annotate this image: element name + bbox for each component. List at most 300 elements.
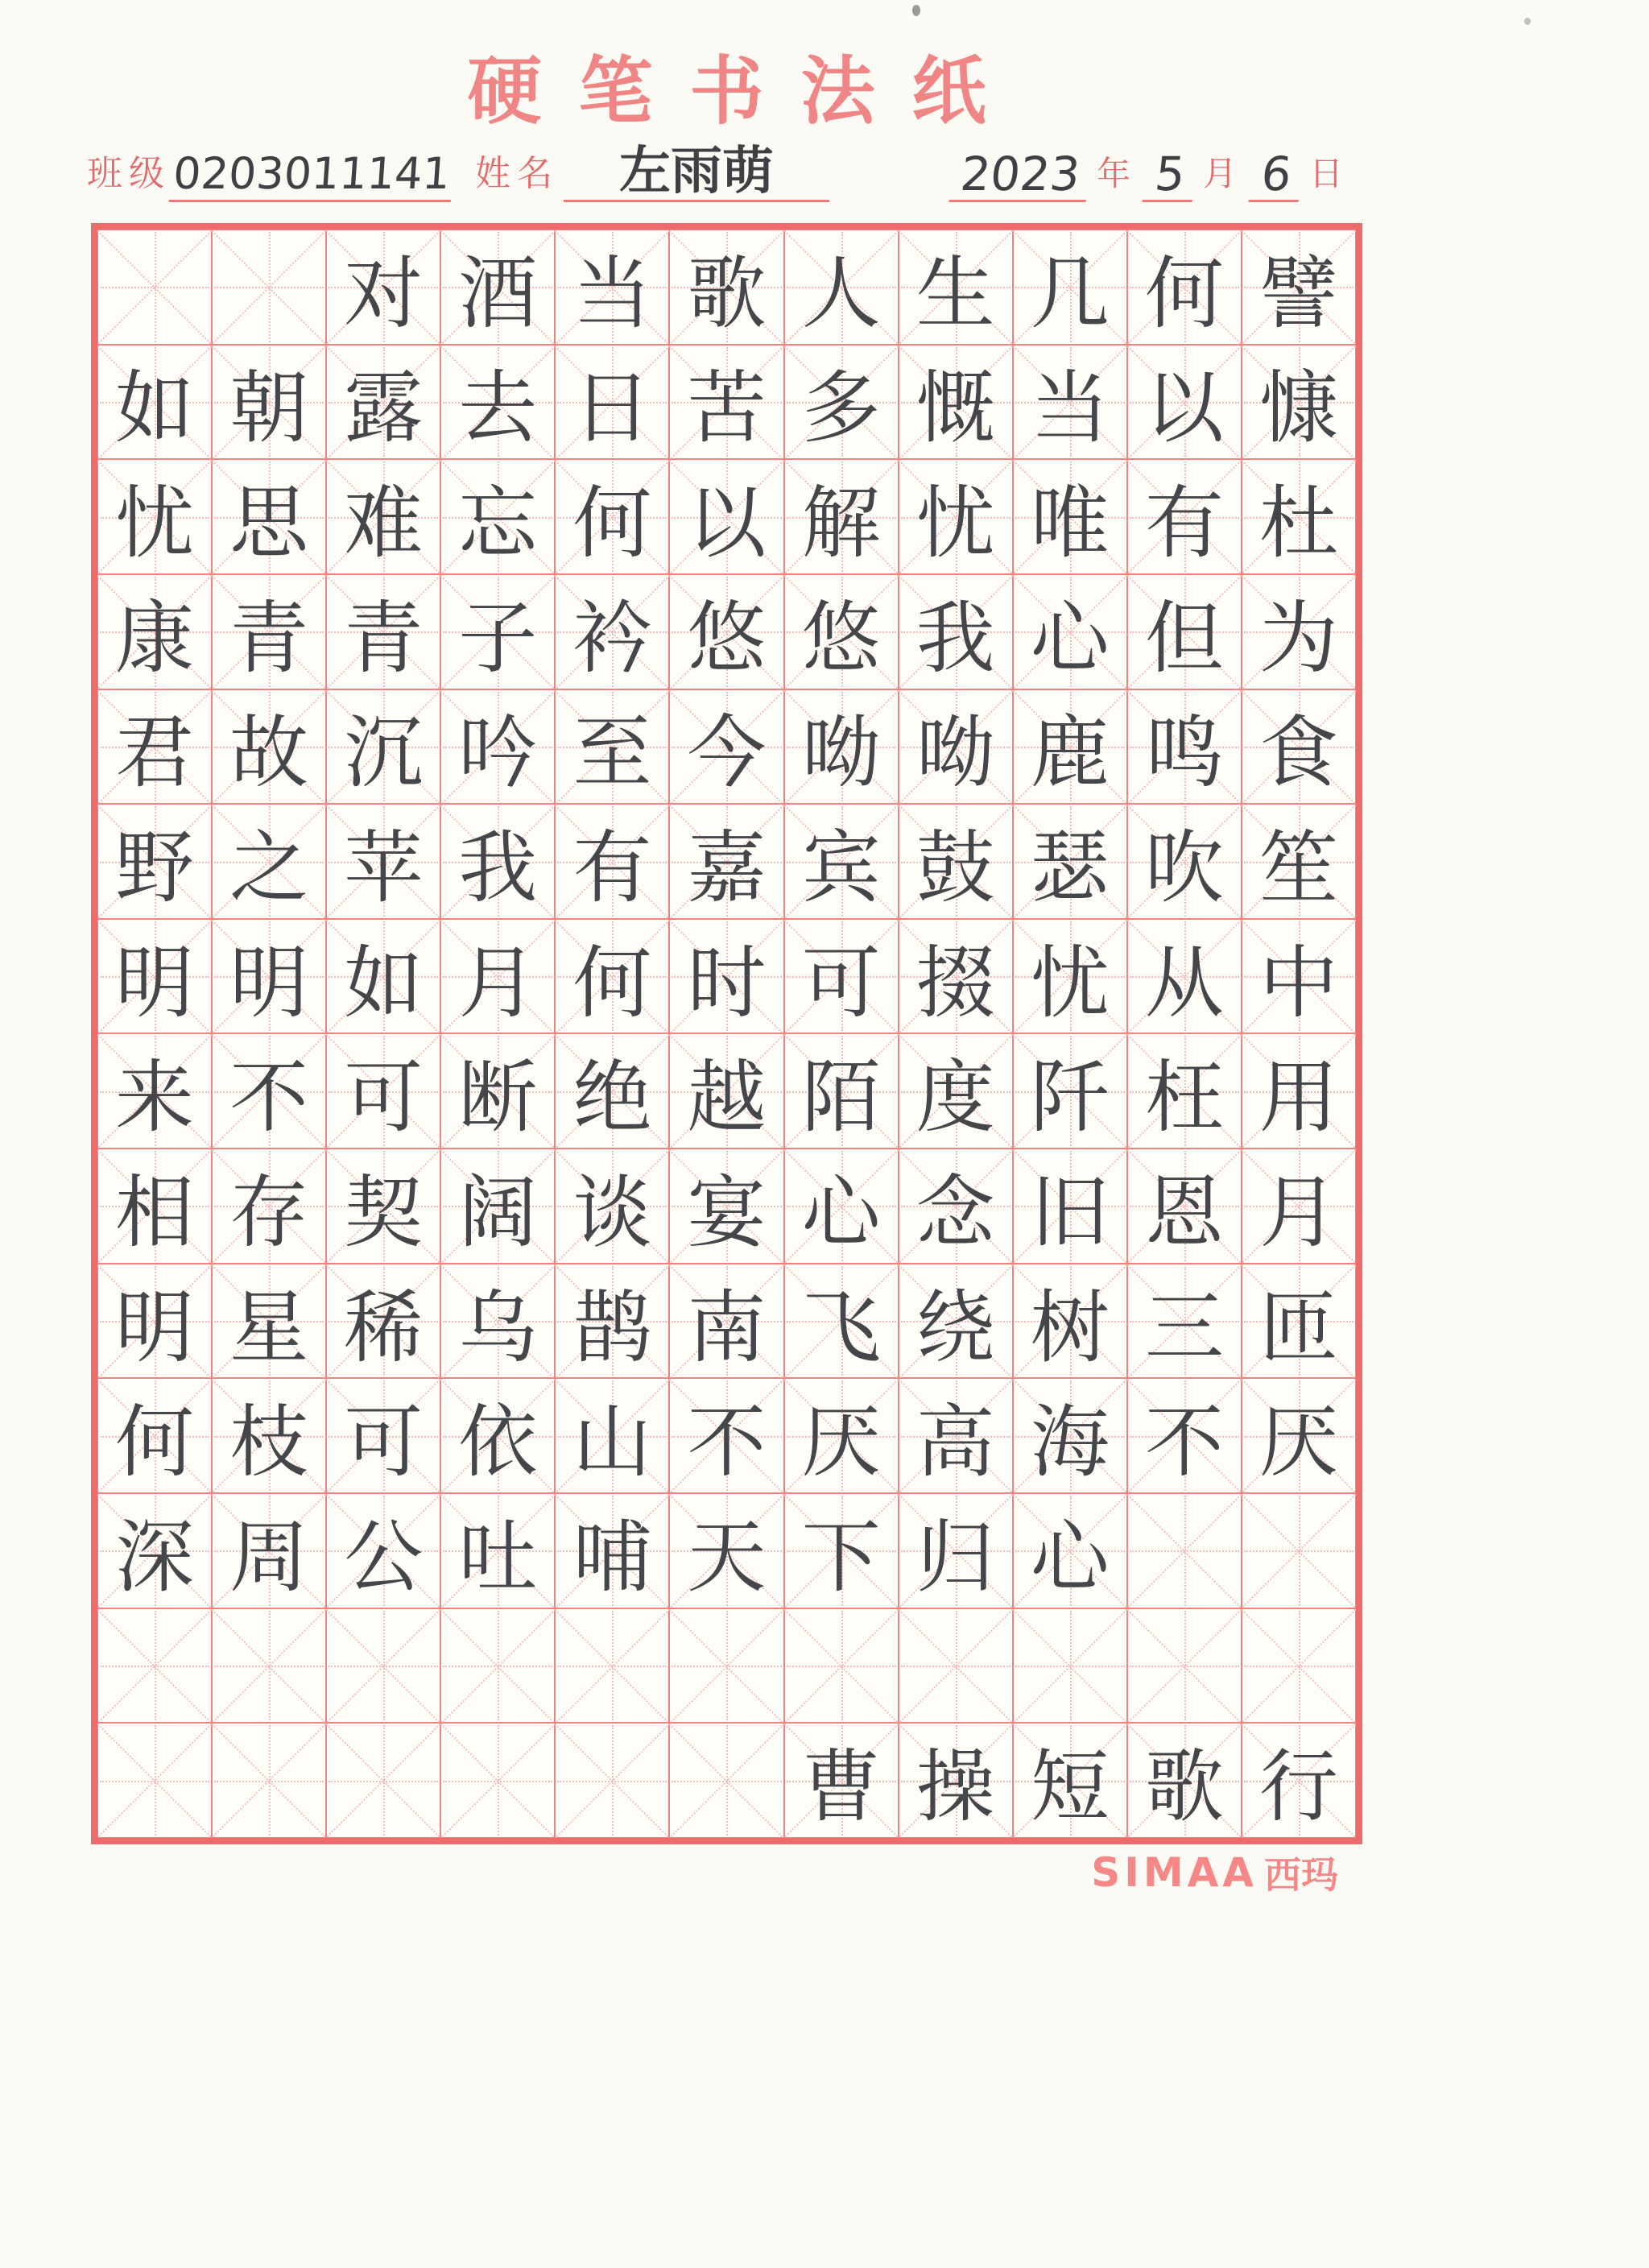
- handwritten-character: 日: [572, 362, 652, 455]
- guide-diagonal-line: [213, 1724, 327, 1837]
- page-title: 硬笔书法纸: [467, 48, 1023, 135]
- guide-vertical-line: [1184, 1611, 1186, 1721]
- grid-cell: [97, 689, 212, 805]
- handwritten-character: 嘉: [687, 822, 767, 915]
- handwritten-character: 多: [801, 362, 881, 455]
- grid-cell: [1242, 1608, 1356, 1724]
- grid-cell: [1127, 1378, 1242, 1493]
- grid-cell: [899, 1608, 1013, 1724]
- grid-cell: [326, 345, 440, 460]
- guide-diagonal-line: [1242, 1494, 1357, 1608]
- grid-cell: [212, 1378, 326, 1493]
- handwritten-character: 依: [458, 1397, 538, 1489]
- grid-cell: [212, 1033, 326, 1148]
- handwritten-character: 树: [1030, 1281, 1110, 1374]
- guide-vertical-line: [155, 1725, 156, 1836]
- grid-cell: [1242, 345, 1356, 460]
- grid-cell: [899, 1493, 1013, 1608]
- guide-vertical-line: [841, 1611, 843, 1721]
- handwritten-character: 绝: [572, 1052, 652, 1144]
- guide-horizontal-line: [901, 1666, 1010, 1667]
- handwritten-character: 呦: [915, 707, 995, 800]
- handwritten-character: 食: [1258, 707, 1338, 800]
- handwritten-character: 星: [229, 1281, 309, 1374]
- grid-cell: [1013, 1148, 1127, 1264]
- handwritten-character: 明: [229, 937, 309, 1029]
- grid-cell: [97, 1723, 212, 1838]
- guide-horizontal-line: [557, 1781, 667, 1782]
- grid-cell: [212, 1723, 326, 1838]
- guide-vertical-line: [956, 1611, 957, 1721]
- grid-cell: [1127, 459, 1242, 574]
- date-year-value: 2023: [948, 148, 1091, 202]
- grid-cell: [326, 574, 440, 689]
- grid-cell: [555, 1493, 669, 1608]
- handwritten-character: 厌: [801, 1397, 881, 1489]
- guide-diagonal-line: [327, 1724, 441, 1837]
- handwritten-character: 笙: [1258, 822, 1338, 915]
- handwritten-character: 子: [458, 592, 538, 685]
- handwritten-character: 绕: [915, 1281, 995, 1374]
- grid-cell: [1127, 1033, 1242, 1148]
- grid-cell: [555, 1378, 669, 1493]
- grid-cell: [1127, 1608, 1242, 1724]
- grid-cell: [212, 689, 326, 805]
- handwritten-character: 忧: [115, 478, 195, 570]
- handwritten-character: 康: [115, 592, 195, 685]
- guide-horizontal-line: [1130, 1550, 1239, 1552]
- grid-cell: [212, 1264, 326, 1379]
- grid-cell: [555, 1723, 669, 1838]
- grid-cell: [899, 1148, 1013, 1264]
- handwritten-character: 何: [115, 1397, 195, 1489]
- guide-diagonal-line: [670, 1609, 784, 1723]
- grid-cell: [1013, 919, 1127, 1034]
- grid-cell: [97, 1148, 212, 1264]
- grid-cell: [1013, 1264, 1127, 1379]
- guide-diagonal-line: [785, 1609, 899, 1723]
- grid-cell: [899, 1033, 1013, 1148]
- grid-cell: [1127, 574, 1242, 689]
- grid-cell: [669, 1264, 783, 1379]
- handwritten-character: 青: [229, 592, 309, 685]
- grid-cell: [326, 689, 440, 805]
- grid-cell: [440, 574, 555, 689]
- grid-cell: [212, 919, 326, 1034]
- grid-cell: [1242, 1378, 1356, 1493]
- guide-vertical-line: [1299, 1496, 1300, 1606]
- handwritten-character: 周: [229, 1511, 309, 1604]
- handwritten-character: 可: [344, 1397, 424, 1489]
- grid-cell: [555, 1148, 669, 1264]
- handwritten-character: 契: [344, 1166, 424, 1259]
- date-year-label: 年: [1096, 154, 1137, 193]
- handwritten-character: 对: [344, 247, 424, 340]
- grid-cell: [784, 1148, 899, 1264]
- grid-cell: [97, 230, 212, 345]
- header-row: [87, 143, 1362, 202]
- grid-cell: [212, 1608, 326, 1724]
- handwritten-character: 鸣: [1144, 707, 1224, 800]
- grid-cell: [1013, 345, 1127, 460]
- grid-cell: [784, 1608, 899, 1724]
- grid-cell: [555, 689, 669, 805]
- grid-cell: [1127, 1723, 1242, 1838]
- handwritten-character: 度: [915, 1052, 995, 1144]
- grid-cell: [1242, 804, 1356, 919]
- handwritten-character: 飞: [801, 1281, 881, 1374]
- handwritten-character: 故: [229, 707, 309, 800]
- guide-vertical-line: [269, 1725, 271, 1836]
- grid-cell: [326, 1493, 440, 1608]
- guide-diagonal-line: [98, 1609, 213, 1723]
- guide-diagonal-line: [555, 1724, 669, 1837]
- guide-diagonal-line: [1241, 1494, 1355, 1608]
- grid-cell: [555, 804, 669, 919]
- grid-cell: [212, 345, 326, 460]
- grid-cell: [1242, 1493, 1356, 1608]
- grid-cell: [1013, 1378, 1127, 1493]
- grid-cell: [326, 230, 440, 345]
- handwritten-character: 心: [801, 1166, 881, 1259]
- grid-cell: [784, 804, 899, 919]
- handwritten-character: 下: [801, 1511, 881, 1604]
- handwritten-character: 今: [687, 707, 767, 800]
- handwritten-character: 忧: [1030, 937, 1110, 1029]
- grid-cell: [899, 230, 1013, 345]
- handwritten-character: 中: [1258, 937, 1338, 1029]
- grid-cell: [97, 1493, 212, 1608]
- brand-simaa-text: SIMAA: [1091, 1849, 1258, 1896]
- guide-diagonal-line: [1242, 1609, 1357, 1723]
- grid-cell: [97, 1264, 212, 1379]
- grid-cell: [784, 459, 899, 574]
- handwritten-character: 不: [687, 1397, 767, 1489]
- guide-diagonal-line: [212, 230, 326, 344]
- guide-diagonal-line: [212, 1724, 326, 1837]
- handwritten-character: 心: [1030, 1511, 1110, 1604]
- handwritten-character: 深: [115, 1511, 195, 1604]
- grid-cell: [784, 1378, 899, 1493]
- handwritten-character: 为: [1258, 592, 1338, 685]
- guide-vertical-line: [269, 1611, 271, 1721]
- handwritten-character: 露: [344, 362, 424, 455]
- handwritten-character: 枝: [229, 1397, 309, 1489]
- grid-cell: [1127, 804, 1242, 919]
- handwritten-character: 掇: [915, 937, 995, 1029]
- grid-cell: [669, 459, 783, 574]
- guide-diagonal-line: [326, 1724, 440, 1837]
- handwritten-character: 恩: [1144, 1166, 1224, 1259]
- handwritten-character: 慨: [915, 362, 995, 455]
- handwritten-character: 吐: [458, 1511, 538, 1604]
- grid-cell: [97, 459, 212, 574]
- date-day-label: 日: [1308, 154, 1349, 193]
- grid-cell: [1127, 919, 1242, 1034]
- handwritten-character: 越: [687, 1052, 767, 1144]
- grid-cell: [97, 1608, 212, 1724]
- handwritten-character: 明: [115, 1281, 195, 1374]
- handwritten-character: 有: [1144, 478, 1224, 570]
- handwritten-character: 谈: [572, 1166, 652, 1259]
- grid-cell: [326, 804, 440, 919]
- handwritten-character: 思: [229, 478, 309, 570]
- grid-cell: [784, 574, 899, 689]
- grid-cell: [555, 345, 669, 460]
- grid-cell: [784, 1033, 899, 1148]
- grid-cell: [440, 1723, 555, 1838]
- guide-horizontal-line: [672, 1781, 781, 1782]
- grid-cell: [1013, 459, 1127, 574]
- grid-cell: [97, 1033, 212, 1148]
- grid-cell: [784, 345, 899, 460]
- handwritten-character: 用: [1258, 1052, 1338, 1144]
- handwritten-character: 哺: [572, 1511, 652, 1604]
- grid-cell: [326, 1378, 440, 1493]
- handwritten-character: 断: [458, 1052, 538, 1144]
- grid-cell: [1127, 1264, 1242, 1379]
- handwritten-character: 不: [229, 1052, 309, 1144]
- guide-diagonal-line: [1241, 1609, 1355, 1723]
- guide-vertical-line: [612, 1725, 614, 1836]
- handwritten-character: 厌: [1258, 1397, 1338, 1489]
- handwritten-character: 鹿: [1030, 707, 1110, 800]
- guide-diagonal-line: [212, 1609, 326, 1723]
- handwritten-character: 鹊: [572, 1281, 652, 1374]
- guide-horizontal-line: [557, 1666, 667, 1667]
- grid-cell: [1127, 1493, 1242, 1608]
- handwritten-character: 我: [915, 592, 995, 685]
- handwritten-character: 以: [687, 478, 767, 570]
- guide-horizontal-line: [214, 287, 324, 288]
- handwritten-character: 如: [115, 362, 195, 455]
- grid-cell: [97, 574, 212, 689]
- handwritten-character: 可: [801, 937, 881, 1029]
- handwritten-character: 来: [115, 1052, 195, 1144]
- grid-cell: [326, 1148, 440, 1264]
- handwritten-character: 呦: [801, 707, 881, 800]
- handwritten-character: 之: [229, 822, 309, 915]
- guide-diagonal-line: [97, 1724, 212, 1837]
- grid-cell: [784, 230, 899, 345]
- grid-cell: [1242, 1148, 1356, 1264]
- grid-cell: [440, 1033, 555, 1148]
- handwritten-character: 可: [344, 1052, 424, 1144]
- grid-cell: [440, 1378, 555, 1493]
- grid-cell: [1013, 574, 1127, 689]
- handwritten-character: 忘: [458, 478, 538, 570]
- scan-speck: [1524, 18, 1531, 25]
- handwritten-character: 匝: [1258, 1281, 1338, 1374]
- date-month-label: 月: [1202, 154, 1243, 193]
- handwritten-character: 几: [1030, 247, 1110, 340]
- guide-diagonal-line: [98, 230, 213, 344]
- handwritten-character: 行: [1258, 1741, 1338, 1834]
- guide-diagonal-line: [783, 1609, 898, 1723]
- handwritten-character: 如: [344, 937, 424, 1029]
- handwritten-character: 操: [915, 1741, 995, 1834]
- handwritten-character: 三: [1144, 1281, 1224, 1374]
- handwritten-character: 苦: [687, 362, 767, 455]
- handwritten-character: 唯: [1030, 478, 1110, 570]
- handwritten-character: 心: [1030, 592, 1110, 685]
- grid-cell: [440, 1148, 555, 1264]
- grid-cell: [212, 1148, 326, 1264]
- guide-vertical-line: [269, 232, 271, 342]
- grid-cell: [1242, 230, 1356, 345]
- handwritten-character: 陌: [801, 1052, 881, 1144]
- guide-horizontal-line: [329, 1781, 438, 1782]
- brand-xima-text: 西玛: [1264, 1853, 1338, 1897]
- grid-cell: [326, 1264, 440, 1379]
- guide-diagonal-line: [98, 1724, 213, 1837]
- handwritten-character: 乌: [458, 1281, 538, 1374]
- grid-cell: [555, 574, 669, 689]
- grid-cell: [669, 1378, 783, 1493]
- handwritten-character: 从: [1144, 937, 1224, 1029]
- handwritten-character: 酒: [458, 247, 538, 340]
- handwritten-character: 稀: [344, 1281, 424, 1374]
- grid-cell: [212, 804, 326, 919]
- handwritten-character: 慷: [1258, 362, 1338, 455]
- grid-cell: [326, 1723, 440, 1838]
- handwritten-character: 青: [344, 592, 424, 685]
- grid-cell: [97, 1378, 212, 1493]
- grid-cell: [1242, 1723, 1356, 1838]
- handwritten-character: 高: [915, 1397, 995, 1489]
- grid-cell: [326, 1608, 440, 1724]
- handwritten-character: 何: [1144, 247, 1224, 340]
- grid-cell: [669, 1148, 783, 1264]
- guide-diagonal-line: [1126, 1609, 1241, 1723]
- grid-cell: [555, 1264, 669, 1379]
- guide-horizontal-line: [329, 1666, 438, 1667]
- handwritten-character: 月: [1258, 1166, 1338, 1259]
- handwritten-character: 短: [1030, 1741, 1110, 1834]
- guide-vertical-line: [1070, 1611, 1072, 1721]
- grid-cell: [326, 1033, 440, 1148]
- grid-cell: [212, 459, 326, 574]
- grid-cell: [555, 919, 669, 1034]
- guide-vertical-line: [498, 1725, 499, 1836]
- grid-cell: [1242, 459, 1356, 574]
- grid-cell: [899, 1264, 1013, 1379]
- guide-diagonal-line: [440, 1724, 555, 1837]
- handwritten-character: 阡: [1030, 1052, 1110, 1144]
- grid-cell: [669, 230, 783, 345]
- handwritten-character: 存: [229, 1166, 309, 1259]
- grid-cell: [899, 1378, 1013, 1493]
- guide-horizontal-line: [100, 1781, 209, 1782]
- handwritten-character: 譬: [1258, 247, 1338, 340]
- guide-horizontal-line: [1244, 1666, 1354, 1667]
- grid-cell: [669, 574, 783, 689]
- grid-cell: [440, 1264, 555, 1379]
- handwritten-character: 念: [915, 1166, 995, 1259]
- guide-horizontal-line: [1015, 1666, 1125, 1667]
- grid-cell: [1013, 1493, 1127, 1608]
- handwritten-character: 沉: [344, 707, 424, 800]
- grid-cell: [1242, 919, 1356, 1034]
- guide-diagonal-line: [326, 1609, 440, 1723]
- handwritten-character: 宾: [801, 822, 881, 915]
- grid-cell: [1127, 345, 1242, 460]
- date-group: [952, 146, 1358, 202]
- grid-cell: [555, 459, 669, 574]
- guide-vertical-line: [726, 1611, 728, 1721]
- handwritten-character: 不: [1144, 1397, 1224, 1489]
- guide-diagonal-line: [670, 1724, 784, 1837]
- guide-diagonal-line: [669, 1609, 783, 1723]
- grid-cell: [669, 1723, 783, 1838]
- guide-horizontal-line: [443, 1781, 552, 1782]
- grid-cell: [669, 1493, 783, 1608]
- guide-horizontal-line: [787, 1666, 896, 1667]
- grid-cell: [440, 919, 555, 1034]
- grid-cell: [212, 574, 326, 689]
- guide-horizontal-line: [1244, 1550, 1354, 1552]
- handwritten-character: 解: [801, 478, 881, 570]
- brand-logo: [1091, 1846, 1338, 1899]
- guide-diagonal-line: [1128, 1494, 1242, 1608]
- guide-diagonal-line: [441, 1724, 556, 1837]
- grid-cell: [669, 804, 783, 919]
- handwritten-character: 宴: [687, 1166, 767, 1259]
- grid-cell: [784, 919, 899, 1034]
- handwritten-character: 衿: [572, 592, 652, 685]
- handwritten-character: 阔: [458, 1166, 538, 1259]
- grid-cell: [784, 1493, 899, 1608]
- grid-cell: [97, 345, 212, 460]
- handwritten-character: 歌: [687, 247, 767, 340]
- grid-cell: [784, 1264, 899, 1379]
- handwritten-character: 悠: [687, 592, 767, 685]
- guide-horizontal-line: [1130, 1666, 1239, 1667]
- grid-cell: [440, 689, 555, 805]
- guide-horizontal-line: [100, 1666, 209, 1667]
- grid-cell: [555, 1033, 669, 1148]
- grid-cell: [1013, 804, 1127, 919]
- guide-horizontal-line: [443, 1666, 552, 1667]
- guide-diagonal-line: [1128, 1609, 1242, 1723]
- guide-diagonal-line: [1014, 1609, 1128, 1723]
- grid-cell: [1013, 1723, 1127, 1838]
- handwritten-character: 何: [572, 937, 652, 1029]
- grid-cell: [555, 1608, 669, 1724]
- guide-vertical-line: [498, 1611, 499, 1721]
- character-grid: [91, 223, 1362, 1844]
- handwritten-character: 野: [115, 822, 195, 915]
- guide-diagonal-line: [97, 1609, 212, 1723]
- grid-cell: [899, 1723, 1013, 1838]
- grid-cell: [212, 1493, 326, 1608]
- guide-diagonal-line: [97, 230, 212, 344]
- handwritten-character: 海: [1030, 1397, 1110, 1489]
- handwritten-character: 悠: [801, 592, 881, 685]
- guide-horizontal-line: [100, 287, 209, 288]
- handwritten-character: 明: [115, 937, 195, 1029]
- guide-vertical-line: [155, 232, 156, 342]
- guide-vertical-line: [1184, 1496, 1186, 1606]
- handwritten-character: 杜: [1258, 478, 1338, 570]
- grid-cell: [1242, 1264, 1356, 1379]
- handwritten-character: 但: [1144, 592, 1224, 685]
- guide-diagonal-line: [441, 1609, 556, 1723]
- handwritten-character: 鼓: [915, 822, 995, 915]
- grid-cell: [440, 345, 555, 460]
- guide-diagonal-line: [213, 230, 327, 344]
- date-day-value: 6: [1248, 148, 1304, 202]
